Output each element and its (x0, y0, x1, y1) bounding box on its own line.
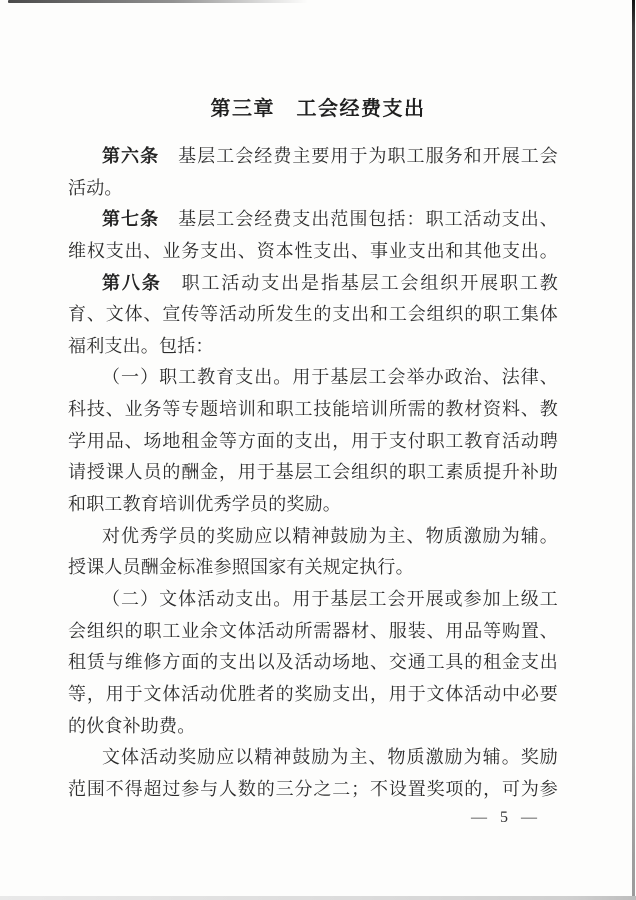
text-line (68, 679, 558, 711)
text-line-content: 基层工会经费主要用于为职工服务和开展工会 (159, 146, 558, 166)
text-line-content: 育、文体、宣传等活动所发生的支出和工会组织的职工集体 (68, 304, 558, 325)
text-line-content: 对优秀学员的奖励应以精神鼓励为主、物质激励为辅。 (102, 525, 558, 546)
document-body (68, 96, 558, 827)
page-number (68, 809, 558, 827)
text-line-content: （一）职工教育支出。用于基层工会举办政治、法律、 (102, 367, 558, 388)
scan-edge-bottom (0, 896, 636, 900)
text-line-content: 请授课人员的酬金，用于基层工会组织的职工素质提升补助 (68, 462, 558, 483)
text-line (68, 774, 558, 806)
text-line (68, 426, 558, 458)
scan-streak-top (8, 0, 308, 3)
text-line (68, 552, 558, 584)
text-line (68, 742, 558, 774)
text-line-content: 的伙食补助费。 (68, 715, 196, 736)
chapter-heading: 第三章 工会经费支出 (210, 98, 426, 120)
page-number-dash-left: — (471, 809, 488, 827)
text-line-content: 租赁与维修方面的支出以及活动场地、交通工具的租金支出 (68, 652, 558, 673)
text-line-content: 等，用于文体活动优胜者的奖励支出，用于文体活动中必要 (68, 683, 558, 704)
text-line (68, 299, 558, 331)
text-line (68, 457, 558, 489)
text-line-content: 职工活动支出是指基层工会组织开展职工教 (161, 272, 558, 293)
text-line-content: 活动。 (68, 177, 123, 198)
text-line (68, 236, 558, 268)
text-line-content: （二）文体活动支出。用于基层工会开展或参加上级工 (102, 588, 558, 609)
text-line-content: 范围不得超过参与人数的三分之二；不设置奖项的，可为参 (68, 778, 558, 799)
text-line-content: 文体活动奖励应以精神鼓励为主、物质激励为辅。奖励 (102, 747, 558, 768)
text-line-content: 学用品、场地租金等方面的支出，用于支付职工教育活动聘 (68, 430, 558, 451)
text-line (68, 711, 558, 743)
text-line (68, 647, 558, 679)
article-number: 第六条 (102, 146, 160, 166)
text-line (68, 204, 558, 236)
text-line-content: 授课人员酬金标准参照国家有关规定执行。 (68, 557, 414, 578)
article-number: 第八条 (102, 272, 162, 293)
text-line (68, 394, 558, 426)
article-number: 第七条 (102, 209, 160, 230)
text-line (68, 584, 558, 616)
text-line (68, 331, 558, 363)
text-line (68, 362, 558, 394)
text-line (68, 141, 558, 173)
scan-edge-right (632, 0, 635, 900)
text-line (68, 521, 558, 553)
text-line (68, 268, 558, 300)
text-line (68, 616, 558, 648)
page-number-dash-right: — (521, 809, 538, 827)
text-line (68, 489, 558, 521)
text-line-content: 和职工教育培训优秀学员的奖励。 (68, 494, 341, 515)
text-line-content: 会组织的职工业余文体活动所需器材、服装、用品等购置、 (68, 620, 558, 641)
text-line-content: 福利支出。包括： (68, 335, 214, 356)
text-line-content: 维权支出、业务支出、资本性支出、事业支出和其他支出。 (68, 240, 558, 261)
page-number-value: 5 (500, 809, 509, 827)
text-line-content: 基层工会经费支出范围包括：职工活动支出、 (159, 209, 558, 230)
text-line-content: 科技、业务等专题培训和职工技能培训所需的教材资料、教 (68, 399, 558, 420)
text-line (68, 173, 558, 205)
